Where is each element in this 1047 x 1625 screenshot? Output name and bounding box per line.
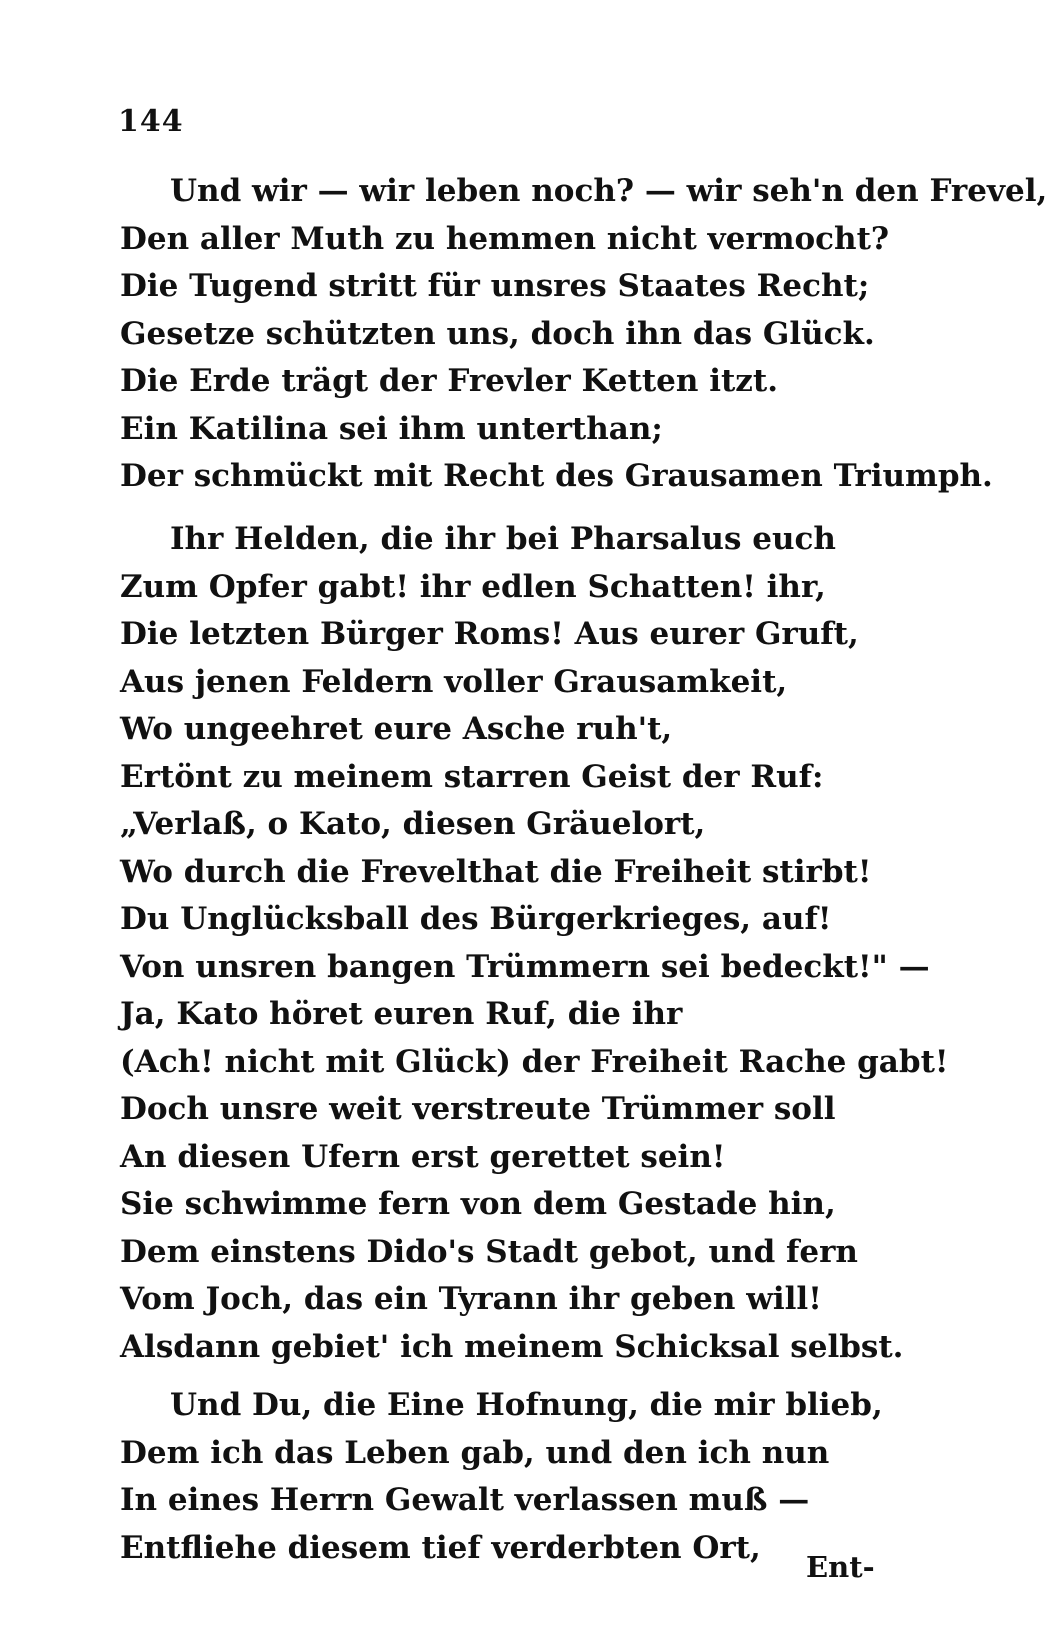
verse-line: Ihr Helden, die ihr bei Pharsalus euch: [170, 521, 836, 557]
stanza-1: [120, 168, 1047, 501]
stanza-3: [120, 1382, 883, 1572]
catchword: Ent-: [806, 1550, 875, 1584]
verse-line: Wo durch die Frevelthat die Freiheit stirbt!: [120, 853, 872, 890]
verse-line: Gesetze schützten uns, doch ihn das Glück.: [120, 315, 875, 352]
verse-line: Und wir — wir leben noch? — wir seh'n den Frevel,: [170, 173, 1047, 209]
verse-line: Der schmückt mit Recht des Grausamen Triumph.: [120, 458, 993, 494]
stanza-2: [120, 516, 949, 1371]
verse-line: „Verlaß, o Kato, diesen Gräuelort,: [120, 806, 706, 842]
verse-line: Wo ungeehret eure Asche ruh't,: [120, 711, 673, 747]
verse-line: Du Unglücksball des Bürgerkrieges, auf!: [120, 901, 832, 937]
verse-line: Dem ich das Leben gab, und den ich nun: [120, 1434, 830, 1471]
verse-line: Ja, Kato höret euren Ruf, die ihr: [120, 996, 683, 1032]
verse-line: Und Du, die Eine Hofnung, die mir blieb,: [170, 1387, 883, 1423]
verse-line: Ein Katilina sei ihm unterthan;: [120, 410, 663, 447]
verse-line: Vom Joch, das ein Tyrann ihr geben will!: [120, 1281, 822, 1317]
verse-line: Die Erde trägt der Frevler Ketten itzt.: [120, 363, 779, 399]
verse-line: Von unsren bangen Trümmern sei bedeckt!" —: [120, 948, 930, 985]
verse-line: (Ach! nicht mit Glück) der Freiheit Rache gabt!: [120, 1043, 949, 1080]
verse-line: Zum Opfer gabt! ihr edlen Schatten! ihr,: [120, 568, 826, 605]
verse-line: Dem einstens Dido's Stadt gebot, und fern: [120, 1233, 858, 1270]
verse-line: In eines Herrn Gewalt verlassen muß —: [120, 1482, 810, 1518]
page-number: 144: [118, 104, 184, 139]
verse-line: Die letzten Bürger Roms! Aus eurer Gruft,: [120, 616, 859, 652]
verse-line: Aus jenen Feldern voller Grausamkeit,: [120, 663, 788, 700]
verse-line: Ertönt zu meinem starren Geist der Ruf:: [120, 758, 824, 795]
verse-line: Doch unsre weit verstreute Trümmer soll: [120, 1091, 836, 1127]
verse-line: Alsdann gebiet' ich meinem Schicksal selbst.: [120, 1328, 904, 1365]
verse-line: Sie schwimme fern von dem Gestade hin,: [120, 1186, 836, 1222]
verse-line: Die Tugend stritt für unsres Staates Recht;: [120, 268, 870, 304]
verse-line: Entfliehe diesem tief verderbten Ort,: [120, 1529, 761, 1566]
verse-line: Den aller Muth zu hemmen nicht vermocht?: [120, 220, 890, 257]
verse-line: An diesen Ufern erst gerettet sein!: [120, 1138, 726, 1175]
